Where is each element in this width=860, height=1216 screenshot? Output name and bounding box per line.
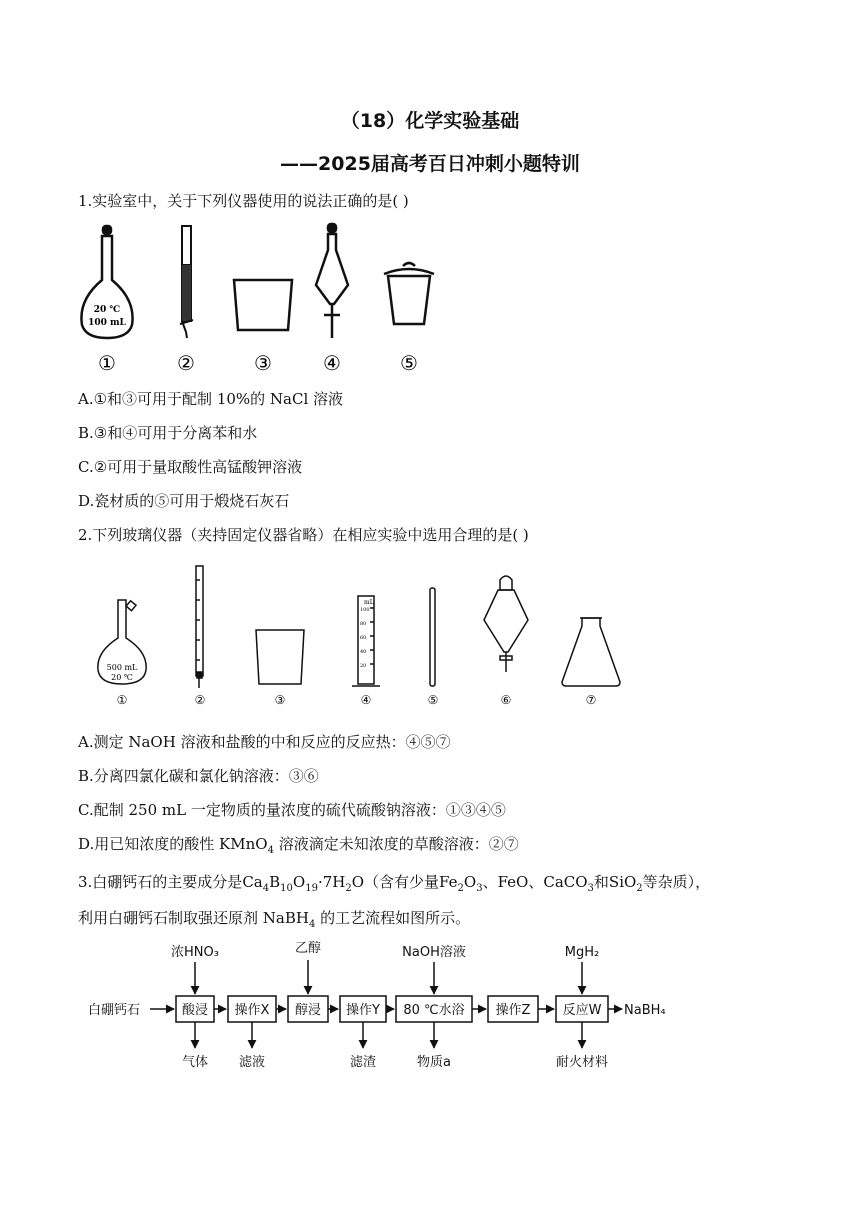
q2-cylinder-tick-80: 80 <box>360 621 367 627</box>
flow-output-4: 物质a <box>417 1055 451 1070</box>
burette-icon <box>180 226 193 338</box>
q2-option-a: A.测定 NaOH 溶液和盐酸的中和反应的反应热：④⑤⑦ <box>78 733 451 751</box>
beaker-icon <box>256 630 304 684</box>
q2-stem: 2.下列玻璃仪器（夹持固定仪器省略）在相应实验中选用合理的是( ) <box>78 526 529 544</box>
q2-flask-text-2: 20 ℃ <box>111 673 133 682</box>
q1-label-3: ③ <box>254 351 272 375</box>
flow-product: NaBH₄ <box>624 1003 666 1018</box>
q2-label-6: ⑥ <box>500 693 512 707</box>
q1-option-b: B.③和④可用于分离苯和水 <box>78 424 258 442</box>
svg-text:酸浸: 酸浸 <box>181 1003 209 1018</box>
q1-flask-text-2: 100 mL <box>88 318 126 328</box>
q2-cylinder-tick-60: 60 <box>360 635 367 641</box>
q2-cylinder-tick-100: 100 <box>360 607 370 613</box>
q2-option-c: C.配制 250 mL 一定物质的量浓度的硫代硫酸钠溶液：①③④⑤ <box>78 801 506 819</box>
glass-rod-icon <box>430 588 435 686</box>
q2-cylinder-tick-40: 40 <box>360 649 367 655</box>
q1-option-c: C.②可用于量取酸性高锰酸钾溶液 <box>78 458 303 476</box>
burette-icon <box>196 566 203 688</box>
q2-flask-text-1: 500 mL <box>106 663 138 672</box>
q2-cylinder-unit: mL <box>364 599 374 606</box>
q1-flask-text-1: 20 ℃ <box>93 305 121 315</box>
flow-output-2: 滤液 <box>238 1055 266 1070</box>
q1-label-5: ⑤ <box>400 351 418 375</box>
flow-input-2: 乙醇 <box>294 941 322 956</box>
svg-text:操作X: 操作X <box>234 1003 270 1018</box>
q1-option-d: D.瓷材质的⑤可用于煅烧石灰石 <box>78 492 290 510</box>
flow-output-1: 气体 <box>181 1055 209 1070</box>
flow-input-3: NaOH溶液 <box>402 945 466 960</box>
q2-option-d: D.用已知浓度的酸性 KMnO$_4$ 溶液滴定未知浓度的草酸溶液：②⑦ <box>78 835 519 856</box>
crucible-icon <box>384 263 434 324</box>
svg-text:反应W: 反应W <box>562 1003 602 1018</box>
q1-label-1: ① <box>98 351 116 375</box>
q3-formula-main: $Ca_4B_{10}O_{19}\cdot 7H_2O$ <box>242 873 365 894</box>
flow-input-4: MgH₂ <box>564 945 600 960</box>
q2-label-4: ④ <box>360 693 372 707</box>
conical-flask-icon <box>562 618 620 686</box>
q3-stem-line-2: 利用白硼钙石制取强还原剂 NaBH$_4$ 的工艺流程如图所示。 <box>78 909 471 930</box>
separatory-funnel-icon <box>484 576 528 672</box>
q2-label-5: ⑤ <box>427 693 439 707</box>
q1-apparatus-figure <box>78 220 458 378</box>
q2-label-7: ⑦ <box>585 693 597 707</box>
flow-output-5: 耐火材料 <box>555 1055 609 1070</box>
q1-stem: 1.实验室中，关于下列仪器使用的说法正确的是( ) <box>78 192 409 210</box>
q2-label-3: ③ <box>274 693 286 707</box>
q1-label-4: ④ <box>323 351 341 375</box>
q2-cylinder-tick-20: 20 <box>360 663 367 669</box>
separatory-funnel-icon <box>316 224 348 338</box>
svg-text:操作Z: 操作Z <box>495 1003 531 1018</box>
svg-text:80 ℃水浴: 80 ℃水浴 <box>403 1003 465 1018</box>
page-subtitle: ——2025届高考百日冲刺小题特训 <box>280 153 580 175</box>
q2-label-2: ② <box>194 693 206 707</box>
q1-option-a: A.①和③可用于配制 10%的 NaCl 溶液 <box>78 390 344 408</box>
q2-label-1: ① <box>116 693 128 707</box>
beaker-icon <box>234 280 292 330</box>
flow-start: 白硼钙石 <box>88 1003 141 1018</box>
svg-text:醇浸: 醇浸 <box>294 1003 322 1018</box>
page-title: （18）化学实验基础 <box>340 110 520 132</box>
q2-option-b: B.分离四氯化碳和氯化钠溶液：③⑥ <box>78 767 319 785</box>
q3-stem-line-1: 3.白硼钙石的主要成分是$Ca_4B_{10}O_{19}\cdot 7H_2O$（含有少量$Fe_2O_3$、FeO、CaCO$_3$和SiO$_2$等杂质）， <box>78 873 711 894</box>
q1-label-2: ② <box>177 351 195 375</box>
flow-input-1: 浓HNO₃ <box>171 945 219 960</box>
svg-text:操作Y: 操作Y <box>346 1003 380 1018</box>
q3-process-flow-diagram <box>88 938 688 1078</box>
flow-output-3: 滤渣 <box>349 1055 377 1070</box>
q2-apparatus-figure <box>96 560 636 710</box>
